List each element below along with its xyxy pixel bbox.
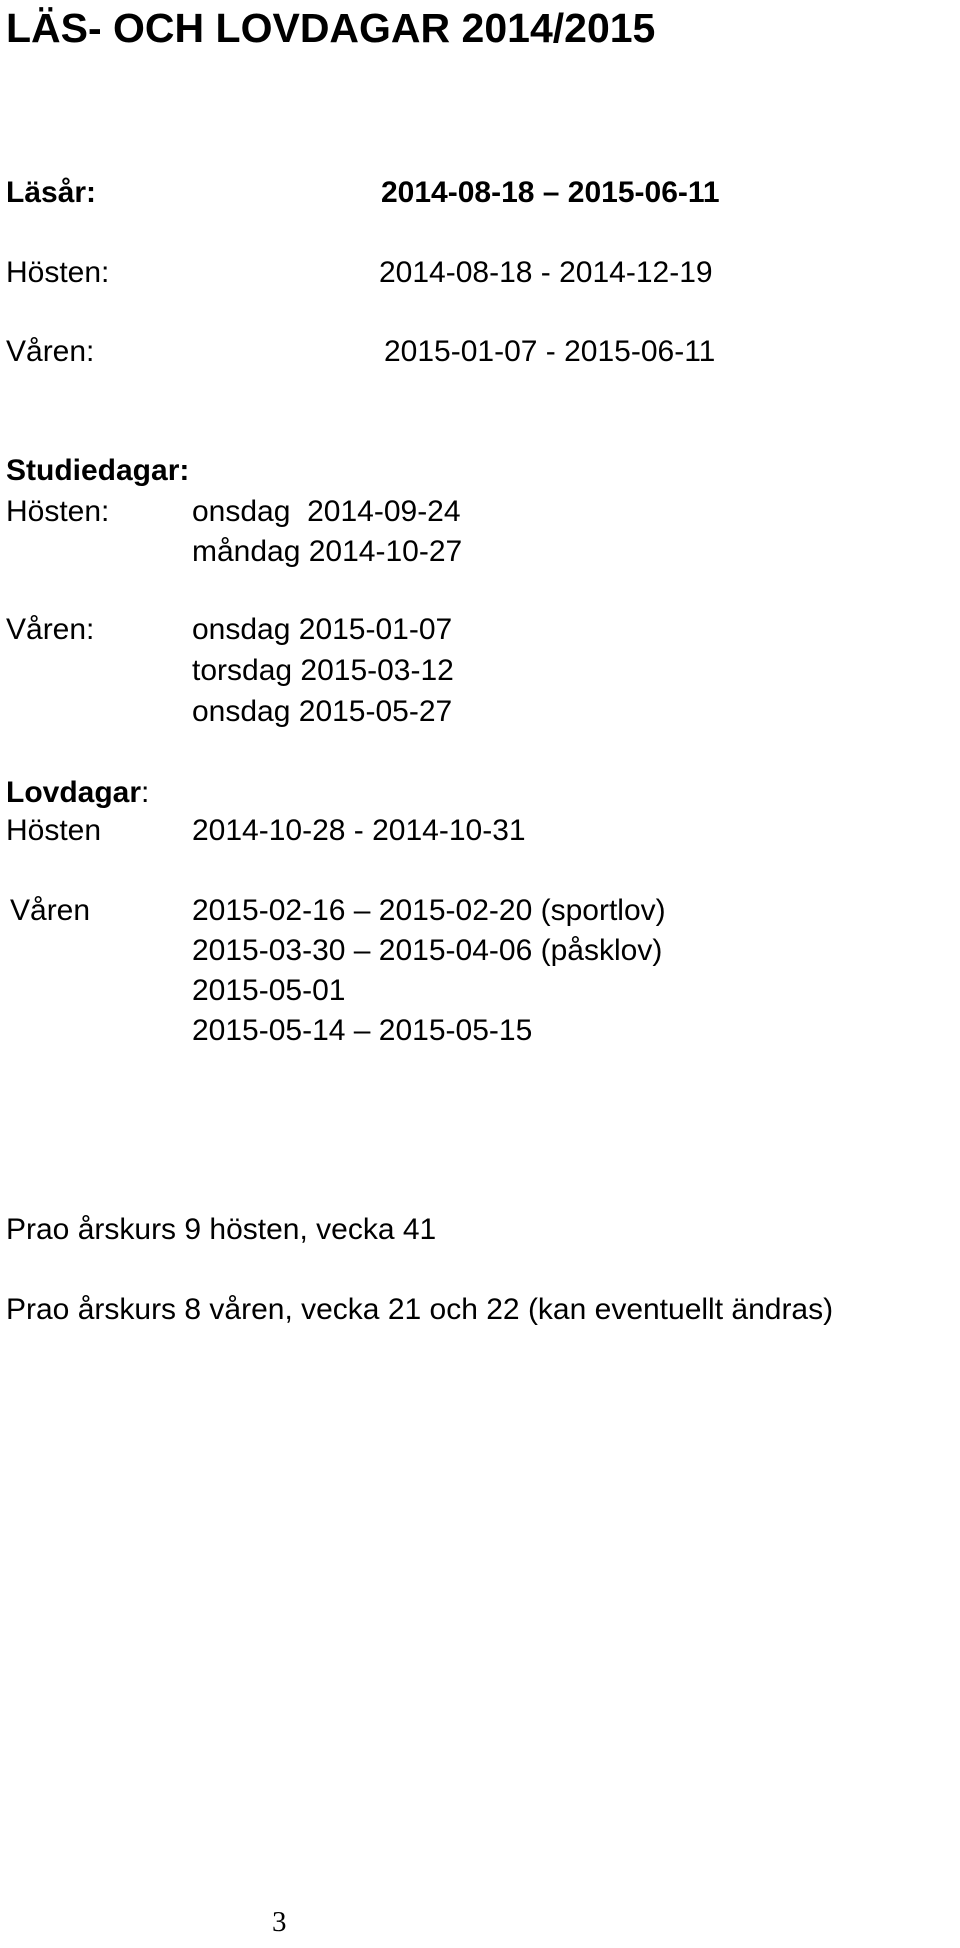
- studiedag-item: onsdag 2015-05-27: [192, 695, 453, 728]
- lovdag-period: 2015-05-01: [192, 974, 346, 1007]
- lovdagar-hosten-label: Hösten: [6, 814, 102, 847]
- lovdagar-heading-text: Lovdagar: [6, 776, 142, 809]
- lovdag-period: 2015-02-16 – 2015-02-20 (sportlov): [192, 894, 666, 927]
- hosten-label: Hösten:: [6, 256, 110, 289]
- studiedag-item: måndag 2014-10-27: [192, 535, 463, 568]
- varen-label: Våren:: [6, 335, 95, 368]
- lovdag-period: 2015-05-14 – 2015-05-15: [192, 1014, 533, 1047]
- lovdag-period: 2014-10-28 - 2014-10-31: [192, 814, 526, 847]
- lovdagar-varen-label: Våren: [10, 894, 91, 927]
- studiedag-item: torsdag 2015-03-12: [192, 654, 454, 687]
- studiedagar-hosten-label: Hösten:: [6, 495, 110, 528]
- studiedag-item: onsdag 2014-09-24: [192, 495, 461, 528]
- hosten-value: 2014-08-18 - 2014-12-19: [379, 256, 713, 289]
- studiedagar-heading: Studiedagar:: [6, 454, 190, 487]
- lovdagar-heading-colon: :: [141, 776, 150, 809]
- lovdagar-heading: [6, 778, 149, 808]
- lovdag-period: 2015-03-30 – 2015-04-06 (påsklov): [192, 934, 663, 967]
- prao-line: Prao årskurs 8 våren, vecka 21 och 22 (kan eventuellt ändras): [6, 1293, 834, 1326]
- page-number: 3: [272, 1906, 287, 1938]
- prao-line: Prao årskurs 9 hösten, vecka 41: [6, 1213, 437, 1246]
- page-title: LÄS- OCH LOVDAGAR 2014/2015: [6, 5, 656, 51]
- studiedagar-varen-label: Våren:: [6, 613, 95, 646]
- studiedag-item: onsdag 2015-01-07: [192, 613, 453, 646]
- lasar-label: Läsår:: [6, 176, 97, 209]
- lasar-value: 2014-08-18 – 2015-06-11: [381, 176, 720, 209]
- varen-value: 2015-01-07 - 2015-06-11: [384, 335, 716, 368]
